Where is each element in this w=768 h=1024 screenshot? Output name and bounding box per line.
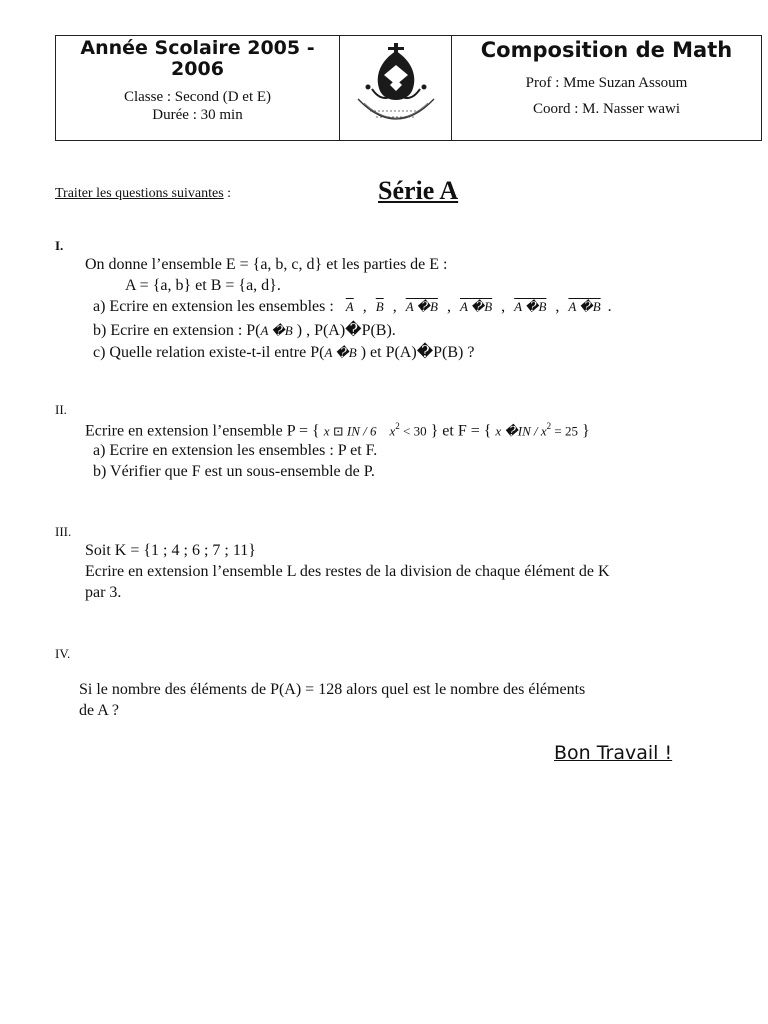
q1-sets: A = {a, b} et B = {a, d}.	[125, 277, 281, 294]
teacher-line: Prof : Mme Suzan Assoum	[525, 75, 688, 91]
school-logo-cell	[340, 36, 452, 140]
q1-part-b-rest: ) , P(A)�P(B).	[296, 322, 396, 339]
q2-statement-start: Ecrire en extension l’ensemble P = {	[85, 422, 320, 440]
sep-comma: ,	[392, 298, 397, 315]
q1-number: I.	[55, 238, 64, 253]
q3-line2: Ecrire en extension l’ensemble L des restes de la division de chaque élément de K	[85, 563, 610, 580]
q1-statement: On donne l’ensemble E = {a, b, c, d} et les parties de E :	[85, 256, 448, 273]
end-period: .	[607, 298, 612, 315]
q2-part-b: b) Vérifier que F est un sous-ensemble de P.	[93, 463, 375, 480]
instruction-colon: :	[223, 186, 232, 201]
sep-comma: ,	[501, 298, 506, 315]
q2-statement-mid: } et F = {	[430, 422, 492, 440]
school-logo	[350, 41, 442, 135]
set-f-condition: = 25	[551, 423, 578, 439]
q2-number: II.	[55, 402, 67, 417]
closing-text: Bon Travail !	[554, 742, 673, 764]
composition-title: Composition de Math	[480, 38, 733, 62]
q2-part-a: a) Ecrire en extension les ensembles : P et F.	[93, 442, 378, 459]
set-f-exponent: 2	[546, 421, 552, 431]
duration-line: Durée : 30 min	[152, 107, 243, 123]
sep-comma: ,	[446, 298, 451, 315]
q1-part-b-formula: A �B	[260, 323, 293, 338]
q1-part-b	[93, 320, 396, 340]
q1-part-c-rest: ) et P(A)�P(B) ?	[360, 344, 475, 361]
q1-part-c-formula: A �B	[324, 345, 357, 360]
q4-number: IV.	[55, 646, 71, 661]
q1-part-a	[93, 298, 612, 316]
set-expr-2: A �B	[459, 299, 493, 314]
q4-line2: de A ?	[79, 702, 119, 719]
q4-line1: Si le nombre des éléments de P(A) = 128 alors quel est le nombre des éléments	[79, 681, 586, 698]
set-a-complement: $\overline{A}$	[345, 299, 354, 314]
q3-line1: Soit K = {1 ; 4 ; 6 ; 7 ; 11}	[85, 542, 256, 559]
instruction-line	[55, 186, 231, 202]
q1-part-b-label: b) Ecrire en extension : P(	[93, 322, 261, 339]
set-expr-1: A �B	[405, 299, 438, 314]
set-f-formula: x �IN / x	[495, 423, 547, 439]
q2-statement	[85, 421, 590, 440]
series-title: Série A	[378, 176, 459, 205]
q1-part-c	[93, 342, 474, 362]
header-table	[55, 35, 762, 141]
set-b-complement: $\overline{B}$	[375, 299, 384, 314]
sep-comma: ,	[362, 298, 367, 315]
header-left-cell	[56, 36, 340, 140]
sep-comma: ,	[555, 298, 560, 315]
instruction-text: Traiter les questions suivantes	[55, 186, 224, 201]
q3-number: III.	[55, 524, 72, 539]
q2-statement-end: }	[582, 422, 590, 440]
q1-part-c-label: c) Quelle relation existe-t-il entre P(	[93, 344, 325, 361]
q1-part-a-label: a) Ecrire en extension les ensembles :	[93, 298, 334, 315]
header-right-cell	[452, 36, 761, 140]
set-expr-4: A �B	[568, 299, 601, 314]
school-year-title: Année Scolaire 2005 - 2006	[80, 37, 315, 80]
class-line: Classe : Second (D et E)	[123, 89, 272, 105]
q3-line3: par 3.	[85, 584, 122, 601]
set-expr-3: A �B	[514, 299, 547, 314]
set-p-formula: x ⊡ IN / 6 x	[323, 423, 396, 439]
set-p-exponent: 2	[395, 421, 400, 431]
coordinator-line: Coord : M. Nasser wawi	[532, 101, 681, 117]
set-p-condition: < 30	[399, 423, 427, 439]
